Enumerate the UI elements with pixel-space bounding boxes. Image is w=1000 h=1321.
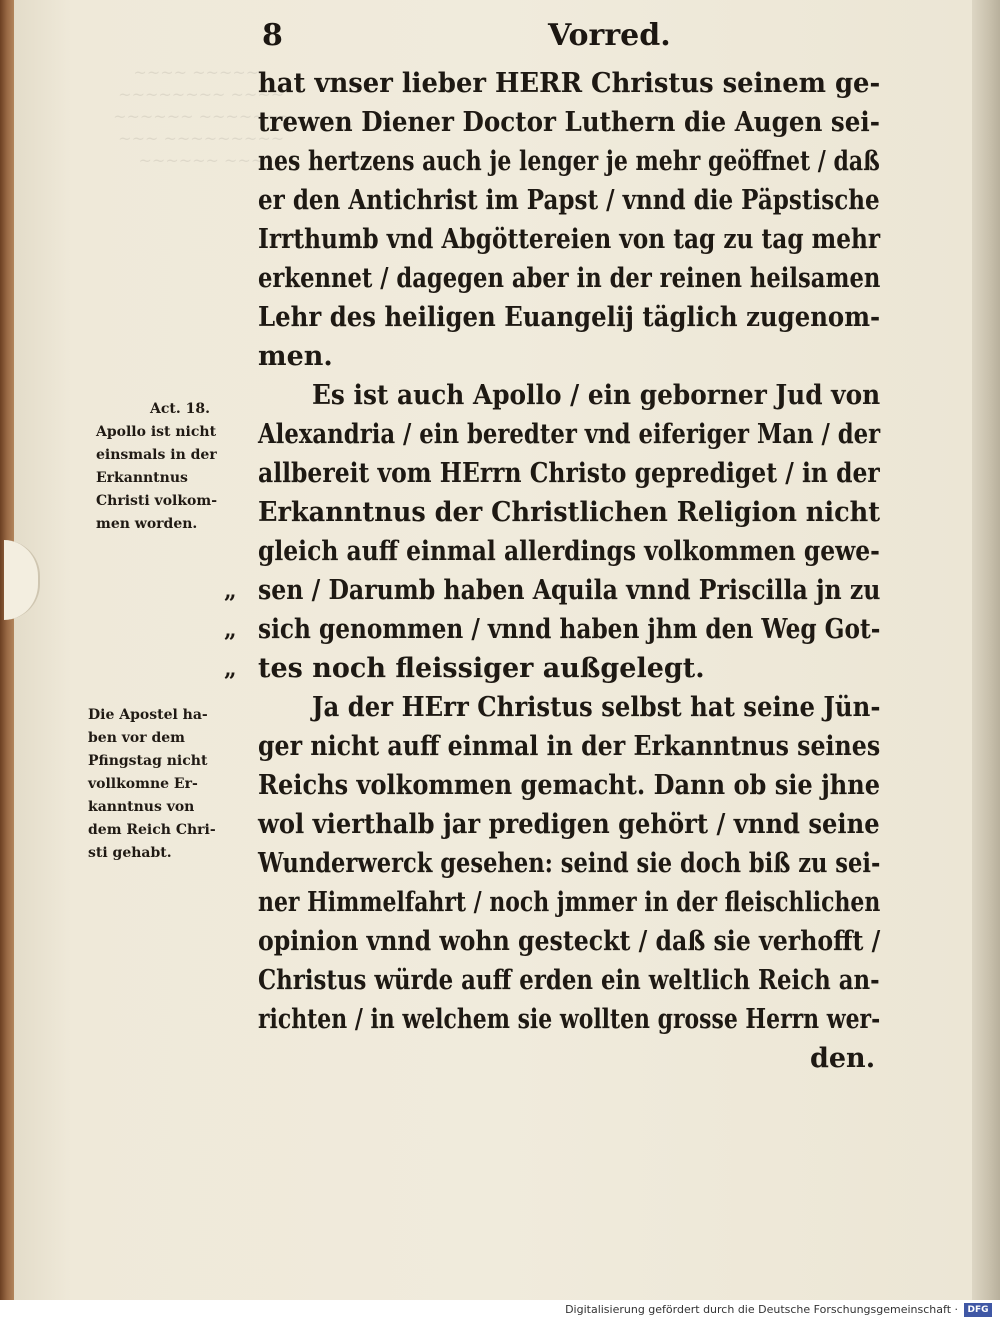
text-line: er den Antichrist im Papst / vnnd die Päpstische [258, 185, 880, 216]
text-line: Alexandria / ein beredter vnd eiferiger Man / der [258, 419, 881, 450]
note-line: Christi volkom- [96, 493, 218, 509]
page-number: 8 [262, 18, 283, 53]
footer-credit-text: Digitalisierung gefördert durch die Deutsche Forschungsgemeinschaft · [565, 1303, 958, 1316]
text-line: Ja der HErr Christus selbst hat seine Jün- [312, 692, 881, 723]
page-right-edge [972, 0, 1000, 1300]
note-line: einsmals in der [96, 447, 217, 463]
note-line: vollkomne Er- [88, 776, 198, 792]
text-line: tes noch fleissiger außgelegt. [258, 653, 705, 684]
quotation-mark: „ [224, 656, 237, 682]
text-line: sen / Darumb haben Aquila vnnd Priscilla jn zu [258, 575, 881, 606]
text-line: men. [258, 341, 333, 372]
digitization-footer [0, 1300, 1000, 1321]
note-line: men worden. [96, 516, 198, 532]
text-line: opinion vnnd wohn gesteckt / daß sie verhofft / [258, 926, 881, 957]
text-line: Lehr des heiligen Euangelij täglich zugenom- [258, 302, 881, 333]
note-line: Die Apostel ha- [88, 707, 208, 723]
text-line: Reichs volkommen gemacht. Dann ob sie jhne [258, 770, 881, 801]
text-line: ner Himmelfahrt / noch jmmer in der fleischlichen [258, 887, 881, 918]
note-line: Apollo ist nicht [96, 424, 217, 440]
dfg-logo-icon: DFG [964, 1303, 992, 1317]
text-line: hat vnser lieber HERR Christus seinem ge- [258, 68, 881, 99]
text-line: trewen Diener Doctor Luthern die Augen sei- [258, 107, 880, 138]
running-title: Vorred. [548, 18, 671, 53]
text-line: den. [810, 1043, 876, 1074]
text-line: Christus würde auff erden ein weltlich Reich an- [258, 965, 880, 996]
note-line: dem Reich Chri- [88, 822, 216, 838]
quotation-mark: „ [224, 617, 237, 643]
text-line: ger nicht auff einmal in der Erkanntnus seines [258, 731, 881, 762]
text-line: erkennet / dagegen aber in der reinen heilsamen [258, 263, 881, 294]
note-line: Act. 18. [150, 401, 210, 417]
text-line: Irrthumb vnd Abgöttereien von tag zu tag mehr [258, 224, 881, 255]
text-line: gleich auff einmal allerdings volkommen gewe- [258, 536, 880, 567]
text-line: Erkanntnus der Christlichen Religion nicht [258, 497, 881, 528]
note-line: ben vor dem [88, 730, 185, 746]
text-line: Wunderwerck gesehen: seind sie doch biß zu sei- [258, 848, 881, 879]
text-line: sich genommen / vnnd haben jhm den Weg Got- [258, 614, 881, 645]
note-line: kanntnus von [88, 799, 195, 815]
text-line: allbereit vom HErrn Christo geprediget / in der [258, 458, 880, 489]
text-line: richten / in welchem sie wollten grosse Herrn wer- [258, 1004, 881, 1035]
show-through-text: ~~~~ ~~~~~ ~~~~~~~~ ~~~~ ~~~~~~ ~~~~~~~ ~~~ ~~~~~~~~~ ~~~~~~ ~~~ [113, 63, 293, 170]
note-line: Erkanntnus [96, 470, 188, 486]
text-line: Es ist auch Apollo / ein geborner Jud von [312, 380, 881, 411]
quotation-mark: „ [224, 578, 237, 604]
text-line: nes hertzens auch je lenger je mehr geöffnet / daß [258, 146, 880, 177]
text-line: wol vierthalb jar predigen gehört / vnnd seine [258, 809, 880, 840]
note-line: Pfingstag nicht [88, 753, 208, 769]
note-line: sti gehabt. [88, 845, 172, 861]
